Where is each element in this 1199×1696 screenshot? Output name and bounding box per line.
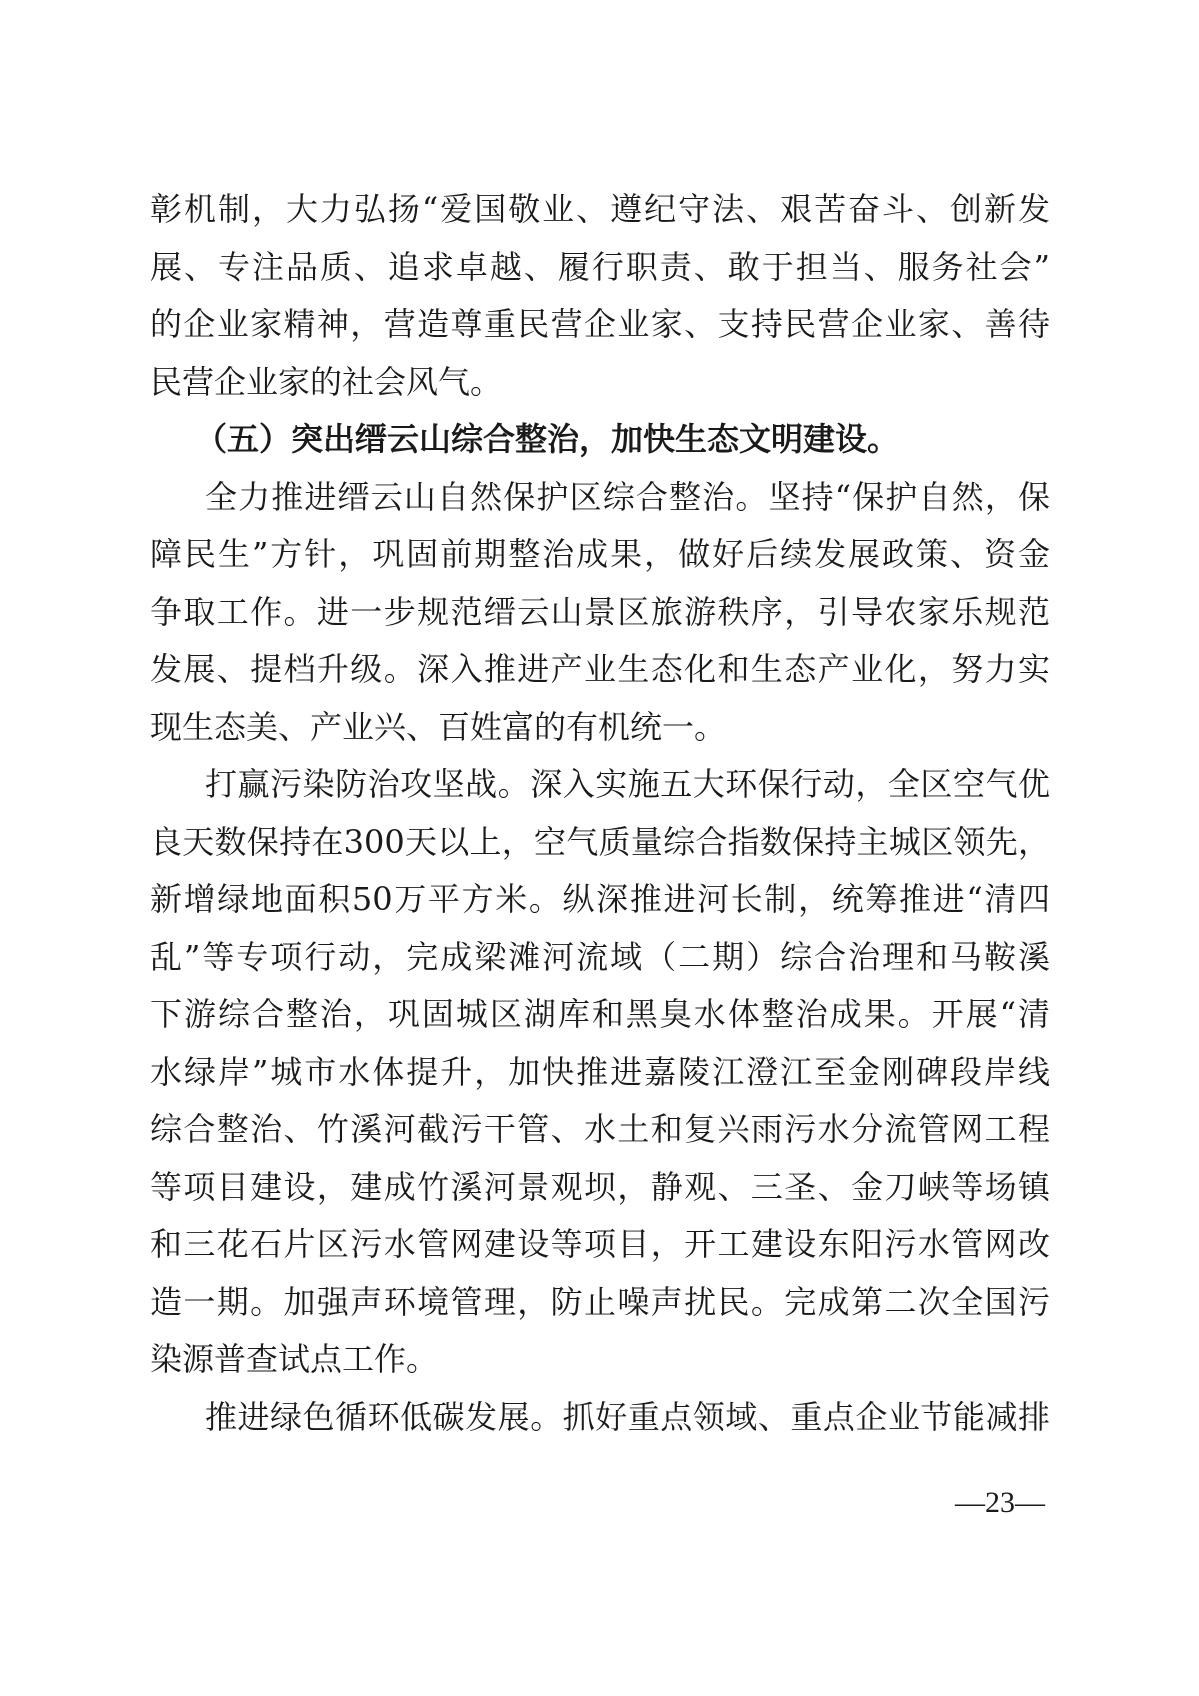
paragraph-line: 染源普查试点工作。 (150, 1340, 439, 1378)
document-body (150, 181, 1050, 1446)
paragraph-line: 全力推进缙云山自然保护区综合整治。坚持“保护自然，保 (205, 477, 1050, 516)
page-number: —23— (955, 1486, 1045, 1519)
paragraph-line: 彰机制，大力弘扬“爱国敬业、遵纪守法、艰苦奋斗、创新发 (150, 190, 1050, 228)
paragraph-line: 乱”等专项行动，完成梁滩河流域（二期）综合治理和马鞍溪 (150, 937, 1050, 976)
paragraph-line: 障民生”方针，巩固前期整治成果，做好后续发展政策、资金 (150, 535, 1050, 573)
paragraph-line: 下游综合整治，巩固城区湖库和黑臭水体整治成果。开展“清 (150, 995, 1050, 1033)
paragraph-line: 推进绿色循环低碳发展。抓好重点领域、重点企业节能减排 (205, 1397, 1050, 1436)
paragraph-line: 的企业家精神，营造尊重民营企业家、支持民营企业家、善待 (150, 305, 1050, 343)
paragraph-line: 民营企业家的社会风气。 (150, 362, 503, 401)
paragraph-line: 争取工作。进一步规范缙云山景区旅游秩序，引导农家乐规范 (150, 592, 1050, 631)
paragraph-line: 造一期。加强声环境管理，防止噪声扰民。完成第二次全国污 (150, 1282, 1050, 1321)
paragraph-line: 打赢污染防治攻坚战。深入实施五大环保行动，全区空气优 (205, 765, 1050, 803)
paragraph-line: 现生态美、产业兴、百姓富的有机统一。 (150, 707, 727, 746)
paragraph-line: 和三花石片区污水管网建设等项目，开工建设东阳污水管网改 (150, 1225, 1050, 1263)
paragraph-line: 水绿岸”城市水体提升，加快推进嘉陵江澄江至金刚碑段岸线 (150, 1052, 1050, 1091)
paragraph-line: 良天数保持在300天以上，空气质量综合指数保持主城区领先， (150, 822, 1050, 861)
paragraph-line: 发展、提档升级。深入推进产业生态化和生态产业化，努力实 (150, 650, 1050, 688)
paragraph-line: 等项目建设，建成竹溪河景观坝，静观、三圣、金刀峡等场镇 (150, 1167, 1050, 1206)
paragraph-line: 新增绿地面积50万平方米。纵深推进河长制，统筹推进“清四 (150, 880, 1050, 918)
paragraph-line: 展、专注品质、追求卓越、履行职责、敢于担当、服务社会” (150, 247, 1050, 286)
paragraph-line: 综合整治、竹溪河截污干管、水土和复兴雨污水分流管网工程 (150, 1110, 1050, 1148)
section-heading: （五）突出缙云山综合整治，加快生态文明建设。 (195, 420, 900, 458)
